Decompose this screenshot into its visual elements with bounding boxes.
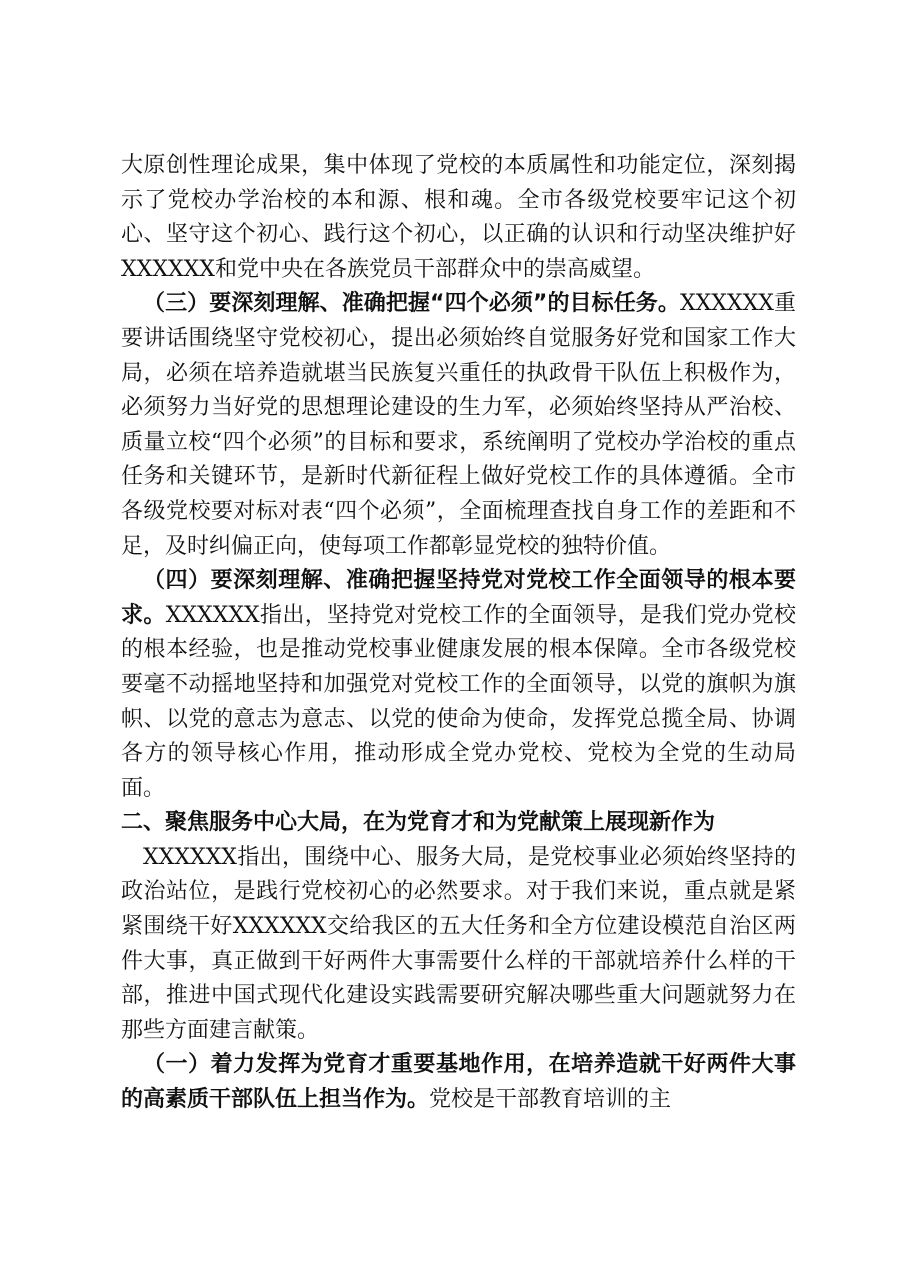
paragraph-3-text: XXXXXX指出，坚持党对党校工作的全面领导，是我们党办党校的根本经验，也是推动党校事业健康发展的根本保障。全市各级党校要毫不动摇地坚持和加强党对党校工作的全面领导，以党的旗帜为旗帜、以党的意志为意志、以党的使命为使命，发挥党总揽全局、协调各方的领导核心作用，推动形成全党办党校、党校为全党的生动局面。 bbox=[121, 602, 796, 801]
paragraph-4 bbox=[121, 841, 796, 1049]
paragraph-2-lead: （三）要深刻理解、准确把握“四个必须”的目标任务。 bbox=[143, 291, 680, 317]
document-body bbox=[121, 149, 796, 1118]
paragraph-3-lead: （四）要深刻理解、准确把握坚持党对党校工作全面领导的根本要求。 bbox=[121, 568, 796, 628]
paragraph-4-text: XXXXXX指出，围绕中心、服务大局，是党校事业必须始终坚持的政治站位，是践行党校初心的必然要求。对于我们来说，重点就是紧紧围绕干好XXXXXX交给我区的五大任务和全方位建设模范自治区两件大事，真正做到干好两件大事需要什么样的干部就培养什么样的干部，推进中国式现代化建设实践需要研究解决哪些重大问题就努力在那些方面建言献策。 bbox=[121, 844, 796, 1043]
paragraph-5 bbox=[121, 1048, 796, 1117]
paragraph-2-text: XXXXXX重要讲话围绕坚守党校初心，提出必须始终自觉服务好党和国家工作大局，必须在培养造就堪当民族复兴重任的执政骨干队伍上积极作为，必须努力当好党的思想理论建设的生力军，必须始终坚持从严治校、质量立校“四个必须”的目标和要求，系统阐明了党校办学治校的重点任务和关键环节，是新时代新征程上做好党校工作的具体遵循。全市各级党校要对标对表“四个必须”，全面梳理查找自身工作的差距和不足，及时纠偏正向，使每项工作都彰显党校的独特价值。 bbox=[121, 291, 796, 559]
paragraph-5-text: 党校是干部教育培训的主 bbox=[429, 1087, 672, 1113]
paragraph-2 bbox=[121, 287, 796, 564]
paragraph-3 bbox=[121, 564, 796, 806]
paragraph-5-lead: （一）着力发挥为党育才重要基地作用，在培养造就干好两件大事的高素质干部队伍上担当作为。 bbox=[121, 1052, 796, 1113]
paragraph-1 bbox=[121, 149, 796, 287]
section-heading-2: 二、聚焦服务中心大局，在为党育才和为党献策上展现新作为 bbox=[121, 810, 716, 836]
paragraph-1-text: 大原创性理论成果，集中体现了党校的本质属性和功能定位，深刻揭示了党校办学治校的本和源、根和魂。全市各级党校要牢记这个初心、坚守这个初心、践行这个初心，以正确的认识和行动坚决维护好XXXXXX和党中央在各族党员干部群众中的崇高威望。 bbox=[121, 153, 796, 282]
